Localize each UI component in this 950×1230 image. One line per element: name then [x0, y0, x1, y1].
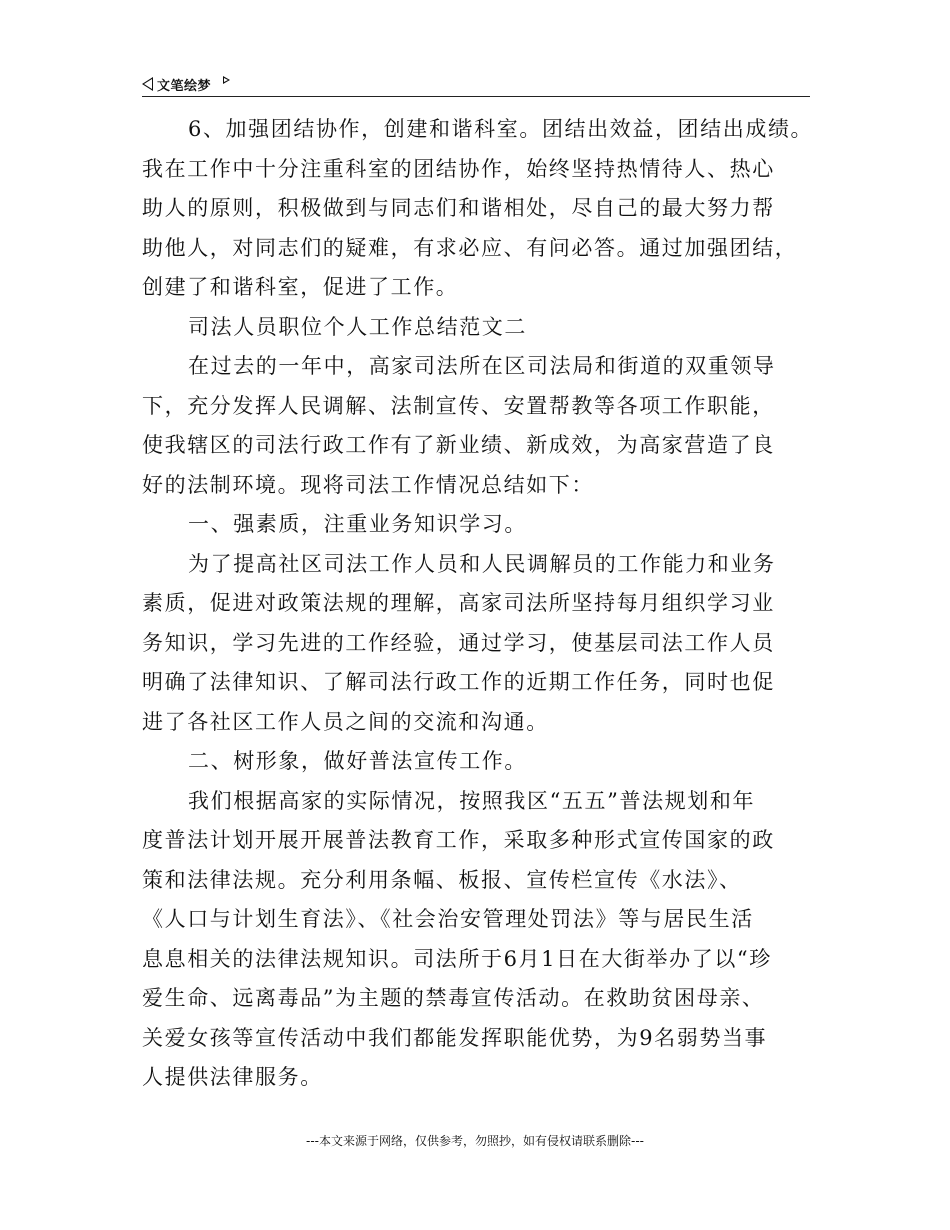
- right-triangle-icon: [223, 76, 230, 84]
- body-line: 《人口与计划生育法》、《社会治安管理处罚法》等与居民生活: [142, 907, 754, 931]
- body-line: 人提供法律服务。: [142, 1065, 323, 1089]
- body-line: 素质，促进对政策法规的理解，高家司法所坚持每月组织学习业: [142, 591, 775, 615]
- header-brand: 文笔绘梦: [157, 78, 212, 94]
- body-line: 助人的原则，积极做到与同志们和谐相处，尽自己的最大努力帮: [142, 196, 775, 220]
- body-line: 助他人，对同志们的疑难，有求必应、有问必答。通过加强团结，: [142, 235, 798, 260]
- body-line: 息息相关的法律法规知识。司法所于6月1日在大街举办了以“珍: [142, 946, 772, 971]
- body-line: 创建了和谐科室，促进了工作。: [142, 275, 459, 299]
- body-line: 爱生命、远离毒品”为主题的禁毒宣传活动。在救助贫困母亲、: [142, 986, 765, 1010]
- body-line: 务知识，学习先进的工作经验，通过学习，使基层司法工作人员: [142, 630, 775, 655]
- page-footer: ---本文来源于网络，仅供参考，勿照抄，如有侵权请联系删除---: [306, 1134, 644, 1148]
- body-line: 为了提高社区司法工作人员和人民调解员的工作能力和业务: [188, 551, 776, 576]
- body-line: 6、加强团结协作，创建和谐科室。团结出效益，团结出成绩。: [188, 117, 814, 141]
- body-line: 我们根据高家的实际情况，按照我区“五五”普法规划和年: [188, 788, 756, 813]
- document-body: [142, 110, 814, 1098]
- section-heading: 一、强素质，注重业务知识学习。: [188, 512, 527, 536]
- body-line: 下，充分发挥人民调解、法制宣传、安置帮教等各项工作职能，: [142, 393, 775, 418]
- body-line: 明确了法律知识、了解司法行政工作的近期工作任务，同时也促: [142, 670, 775, 694]
- section-title: 司法人员职位个人工作总结范文二: [188, 314, 527, 339]
- body-line: 使我辖区的司法行政工作有了新业绩、新成效，为高家营造了良: [142, 433, 775, 457]
- body-line: 在过去的一年中，高家司法所在区司法局和街道的双重领导: [188, 354, 776, 378]
- body-line: 进了各社区工作人员之间的交流和沟通。: [142, 709, 549, 734]
- body-line: 好的法制环境。现将司法工作情况总结如下：: [142, 472, 594, 497]
- left-triangle-icon: [142, 77, 153, 91]
- body-line: 策和法律法规。充分利用条幅、板报、宣传栏宣传《水法》、: [142, 867, 742, 892]
- body-line: 我在工作中十分注重科室的团结协作，始终坚持热情待人、热心: [142, 156, 775, 181]
- body-line: 关爱女孩等宣传活动中我们都能发挥职能优势，为9名弱势当事: [142, 1025, 768, 1050]
- section-heading: 二、树形象，做好普法宣传工作。: [188, 749, 527, 773]
- body-line: 度普法计划开展开展普法教育工作，采取多种形式宣传国家的政: [142, 828, 775, 852]
- page-header: [142, 72, 810, 97]
